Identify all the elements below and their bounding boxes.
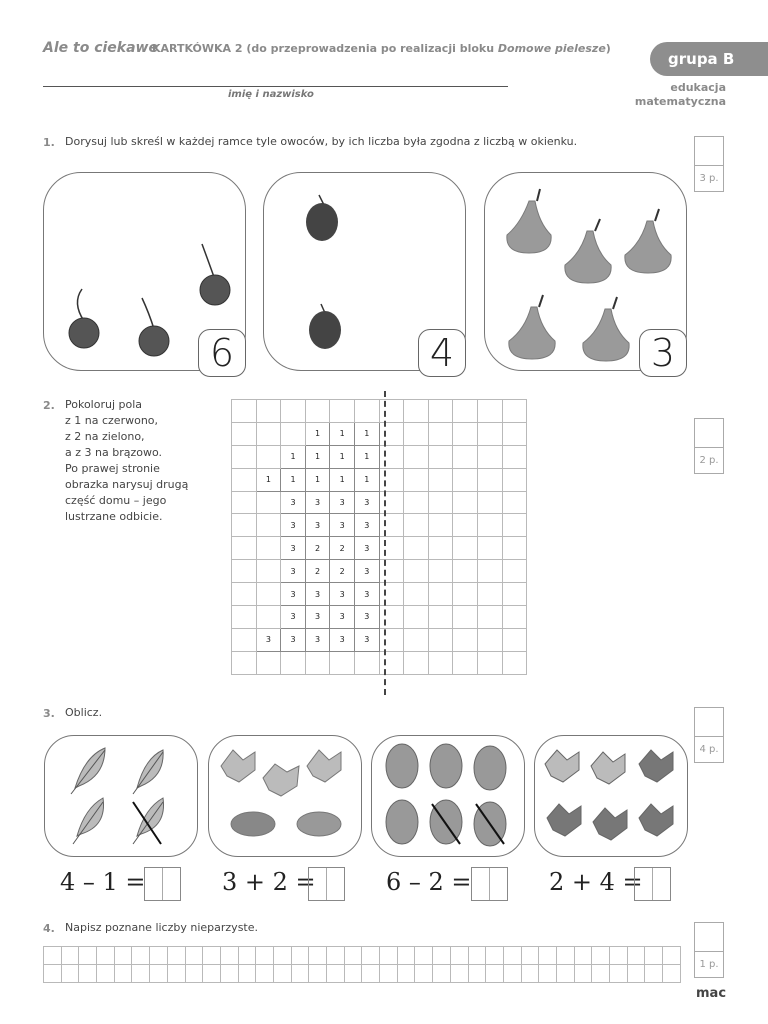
equation-3: 6 – 2 =: [386, 868, 472, 896]
strip-cell[interactable]: [450, 965, 468, 983]
subject-line-1: edukacja: [670, 81, 726, 94]
grid-cell[interactable]: [477, 514, 502, 537]
strip-cell[interactable]: [397, 947, 415, 965]
answer-strip[interactable]: [43, 946, 681, 983]
subtitle-prefix: KARTKÓWKA 2 (do przeprowadzenia po realizacji bloku: [152, 42, 498, 55]
grid-cell[interactable]: 3: [354, 537, 379, 560]
grid-row: [232, 400, 527, 423]
strip-cell[interactable]: [327, 947, 345, 965]
grid-cell[interactable]: [404, 651, 429, 674]
strip-cell[interactable]: [574, 965, 592, 983]
grid-cell[interactable]: [428, 400, 453, 423]
strip-row: [44, 947, 681, 965]
grid-cell[interactable]: [379, 606, 404, 629]
grid-cell[interactable]: [330, 651, 355, 674]
strip-cell[interactable]: [114, 965, 132, 983]
strip-cell[interactable]: [44, 965, 62, 983]
grid-cell[interactable]: [256, 445, 281, 468]
grid-cell[interactable]: [404, 628, 429, 651]
strip-cell[interactable]: [433, 965, 451, 983]
grid-cell[interactable]: [232, 468, 257, 491]
grid-cell[interactable]: 3: [305, 583, 330, 606]
grid-cell[interactable]: [354, 400, 379, 423]
grid-cell[interactable]: [453, 583, 478, 606]
strip-cell[interactable]: [486, 947, 504, 965]
grid-cell[interactable]: 3: [281, 560, 306, 583]
q1-text: Dorysuj lub skreśl w każdej ramce tyle owoców, by ich liczba była zgodna z liczbą w okienku.: [65, 135, 578, 148]
grid-cell[interactable]: 2: [330, 560, 355, 583]
strip-cell[interactable]: [79, 965, 97, 983]
q2-line: lustrzane odbicie.: [65, 510, 163, 523]
grid-row: [232, 445, 527, 468]
strip-row: [44, 965, 681, 983]
grid-cell[interactable]: 3: [305, 491, 330, 514]
grid-cell[interactable]: [502, 422, 527, 445]
grid-cell[interactable]: 3: [281, 537, 306, 560]
strip-cell[interactable]: [203, 965, 221, 983]
grid-cell[interactable]: [305, 651, 330, 674]
q2-score-box: [694, 418, 724, 474]
q2-line: Po prawej stronie: [65, 462, 160, 475]
grid-cell[interactable]: [404, 422, 429, 445]
strip-cell[interactable]: [450, 947, 468, 965]
grid-cell[interactable]: [256, 606, 281, 629]
strip-cell[interactable]: [238, 965, 256, 983]
q3-points: 4 p.: [699, 744, 719, 755]
strip-cell[interactable]: [61, 965, 79, 983]
grid-cell[interactable]: 2: [330, 537, 355, 560]
grid-cell[interactable]: [428, 560, 453, 583]
mixed-maple-leaves-icon: [535, 736, 689, 858]
strip-cell[interactable]: [627, 965, 645, 983]
grid-cell[interactable]: [453, 491, 478, 514]
grid-cell[interactable]: [232, 560, 257, 583]
strip-cell[interactable]: [539, 947, 557, 965]
grid-cell[interactable]: 2: [305, 560, 330, 583]
strip-cell[interactable]: [663, 947, 681, 965]
strip-cell[interactable]: [273, 947, 291, 965]
grid-cell[interactable]: [256, 537, 281, 560]
grid-cell[interactable]: [404, 468, 429, 491]
strip-cell[interactable]: [610, 947, 628, 965]
strip-cell[interactable]: [132, 965, 150, 983]
equation-1: 4 – 1 =: [60, 868, 146, 896]
fruit-frame-pears: [484, 172, 687, 375]
grid-cell[interactable]: 1: [305, 445, 330, 468]
grid-row: [232, 491, 527, 514]
strip-cell[interactable]: [79, 947, 97, 965]
strip-cell[interactable]: [150, 947, 168, 965]
group-badge: grupa B: [650, 42, 768, 76]
grid-cell[interactable]: 3: [281, 583, 306, 606]
grid-cell[interactable]: 3: [281, 491, 306, 514]
q1-number: 1.: [43, 136, 55, 149]
grid-cell[interactable]: [256, 491, 281, 514]
grid-cell[interactable]: [256, 583, 281, 606]
grid-cell[interactable]: [477, 606, 502, 629]
grid-cell[interactable]: [232, 491, 257, 514]
name-line[interactable]: [43, 86, 508, 87]
grid-cell[interactable]: [502, 491, 527, 514]
grid-cell[interactable]: [379, 468, 404, 491]
q1-score-box: [694, 136, 724, 192]
grid-cell[interactable]: [379, 651, 404, 674]
strip-cell[interactable]: [150, 965, 168, 983]
strip-cell[interactable]: [44, 947, 62, 965]
grid-cell[interactable]: [232, 606, 257, 629]
grid-cell[interactable]: [453, 468, 478, 491]
grid-cell[interactable]: [502, 651, 527, 674]
grid-cell[interactable]: 1: [354, 422, 379, 445]
q1-score-input[interactable]: [695, 137, 723, 166]
grid-cell[interactable]: [305, 400, 330, 423]
grid-cell[interactable]: [232, 422, 257, 445]
grid-cell[interactable]: [281, 400, 306, 423]
grid-cell[interactable]: [477, 400, 502, 423]
q4-number: 4.: [43, 922, 55, 935]
grid-cell[interactable]: 3: [305, 514, 330, 537]
answer-box-4[interactable]: [634, 867, 671, 901]
grid-row: [232, 606, 527, 629]
grid-cell[interactable]: [428, 445, 453, 468]
strip-cell[interactable]: [185, 947, 203, 965]
grid-cell[interactable]: 3: [330, 583, 355, 606]
strip-cell[interactable]: [291, 965, 309, 983]
symmetry-axis: [384, 391, 386, 695]
answer-box-1[interactable]: [144, 867, 181, 901]
grid-cell[interactable]: [404, 606, 429, 629]
strip-cell[interactable]: [291, 947, 309, 965]
answer-box-2[interactable]: [308, 867, 345, 901]
strip-cell[interactable]: [97, 947, 115, 965]
grid-cell[interactable]: 1: [256, 468, 281, 491]
subtitle-suffix: ): [605, 42, 611, 55]
strip-cell[interactable]: [167, 965, 185, 983]
strip-cell[interactable]: [592, 947, 610, 965]
grid-cell[interactable]: 1: [305, 468, 330, 491]
grid-row: [232, 422, 527, 445]
grid-cell[interactable]: 3: [281, 514, 306, 537]
grid-cell[interactable]: [453, 422, 478, 445]
q2-instructions: [65, 397, 188, 525]
strip-cell[interactable]: [627, 947, 645, 965]
grid-row: [232, 560, 527, 583]
grid-cell[interactable]: 3: [354, 560, 379, 583]
grid-row: [232, 514, 527, 537]
grid-cell[interactable]: [502, 628, 527, 651]
q2-line: z 2 na zielono,: [65, 430, 145, 443]
grid-row: [232, 583, 527, 606]
grid-cell[interactable]: [379, 491, 404, 514]
grid-cell[interactable]: 3: [330, 606, 355, 629]
grid-cell[interactable]: [256, 651, 281, 674]
grid-cell[interactable]: [404, 560, 429, 583]
strip-cell[interactable]: [645, 965, 663, 983]
strip-cell[interactable]: [362, 965, 380, 983]
q3-score-input[interactable]: [695, 708, 723, 737]
strip-cell[interactable]: [574, 947, 592, 965]
grid-cell[interactable]: [379, 445, 404, 468]
strip-cell[interactable]: [645, 947, 663, 965]
strip-cell[interactable]: [327, 965, 345, 983]
grid-cell[interactable]: [256, 400, 281, 423]
grid-cell[interactable]: [477, 537, 502, 560]
strip-cell[interactable]: [97, 965, 115, 983]
grid-cell[interactable]: 3: [281, 628, 306, 651]
grid-cell[interactable]: [502, 583, 527, 606]
grid-cell[interactable]: 3: [281, 606, 306, 629]
leaf-frame-3: [371, 735, 525, 857]
grid-cell[interactable]: [404, 400, 429, 423]
strip-cell[interactable]: [256, 965, 274, 983]
strip-cell[interactable]: [397, 965, 415, 983]
grid-cell[interactable]: [354, 651, 379, 674]
grid-cell[interactable]: [453, 651, 478, 674]
strip-cell[interactable]: [238, 947, 256, 965]
grid-cell[interactable]: [477, 583, 502, 606]
grid-cell[interactable]: [428, 583, 453, 606]
grid-cell[interactable]: 1: [281, 468, 306, 491]
grid-cell[interactable]: [477, 651, 502, 674]
q2-number: 2.: [43, 399, 55, 412]
q4-score-input[interactable]: [695, 923, 723, 952]
grid-cell[interactable]: 3: [354, 514, 379, 537]
round-leaves-icon: [372, 736, 526, 858]
strip-cell[interactable]: [433, 947, 451, 965]
grid-cell[interactable]: [428, 651, 453, 674]
strip-cell[interactable]: [203, 947, 221, 965]
answer-box-3[interactable]: [471, 867, 508, 901]
strip-cell[interactable]: [521, 965, 539, 983]
strip-cell[interactable]: [61, 947, 79, 965]
grid-cell[interactable]: [428, 537, 453, 560]
grid-cell[interactable]: 1: [281, 445, 306, 468]
grid-cell[interactable]: [232, 651, 257, 674]
grid-cell[interactable]: [453, 445, 478, 468]
grid-cell[interactable]: [379, 537, 404, 560]
grid-cell[interactable]: [453, 537, 478, 560]
strip-cell[interactable]: [380, 947, 398, 965]
strip-cell[interactable]: [344, 965, 362, 983]
grid-cell[interactable]: [256, 514, 281, 537]
maple-leaves-icon: [209, 736, 363, 858]
name-label: imię i nazwisko: [228, 89, 314, 100]
grid-cell[interactable]: [477, 468, 502, 491]
grid-cell[interactable]: 1: [330, 445, 355, 468]
grid-row: [232, 468, 527, 491]
grid-cell[interactable]: [477, 628, 502, 651]
strip-cell[interactable]: [220, 965, 238, 983]
grid-cell[interactable]: [502, 514, 527, 537]
q2-line: a z 3 na brązowo.: [65, 446, 162, 459]
strip-cell[interactable]: [539, 965, 557, 983]
equation-2: 3 + 2 =: [222, 868, 316, 896]
grid-cell[interactable]: [453, 400, 478, 423]
grid-cell[interactable]: [428, 514, 453, 537]
leaf-frame-4: [534, 735, 688, 857]
grid-cell[interactable]: [502, 560, 527, 583]
q4-score-box: [694, 922, 724, 978]
leaf-frame-2: [208, 735, 362, 857]
grid-cell[interactable]: 1: [354, 445, 379, 468]
strip-cell[interactable]: [167, 947, 185, 965]
grid-cell[interactable]: 1: [354, 468, 379, 491]
grid-cell[interactable]: [502, 468, 527, 491]
strip-cell[interactable]: [362, 947, 380, 965]
subject-label: [635, 81, 726, 109]
grid-cell[interactable]: [379, 628, 404, 651]
grid-cell[interactable]: [502, 445, 527, 468]
coloring-grid: [231, 399, 527, 675]
strip-cell[interactable]: [610, 965, 628, 983]
target-number-3: 3: [639, 329, 687, 377]
grid-cell[interactable]: [404, 445, 429, 468]
q3-score-box: [694, 707, 724, 763]
grid-cell[interactable]: 3: [354, 491, 379, 514]
grid-cell[interactable]: [330, 400, 355, 423]
leaves-icon: [45, 736, 199, 858]
grid-cell[interactable]: [428, 468, 453, 491]
grid-cell[interactable]: [477, 422, 502, 445]
grid-cell[interactable]: 3: [330, 491, 355, 514]
grid-cell[interactable]: [281, 651, 306, 674]
grid-cell[interactable]: 3: [354, 606, 379, 629]
grid-cell[interactable]: [477, 560, 502, 583]
grid-cell[interactable]: [379, 400, 404, 423]
grid-cell[interactable]: [428, 628, 453, 651]
strip-cell[interactable]: [220, 947, 238, 965]
q4-text: Napisz poznane liczby nieparzyste.: [65, 921, 258, 934]
grid-cell[interactable]: [281, 422, 306, 445]
grid-cell[interactable]: [404, 583, 429, 606]
strip-cell[interactable]: [592, 965, 610, 983]
q1-points: 3 p.: [699, 173, 719, 184]
grid-cell[interactable]: [232, 628, 257, 651]
grid-cell[interactable]: [404, 514, 429, 537]
strip-cell[interactable]: [273, 965, 291, 983]
grid-cell[interactable]: [379, 422, 404, 445]
grid-cell[interactable]: [453, 514, 478, 537]
worksheet-subtitle: [152, 42, 611, 55]
strip-cell[interactable]: [415, 965, 433, 983]
grid-cell[interactable]: [256, 422, 281, 445]
grid-cell[interactable]: 3: [354, 628, 379, 651]
strip-cell[interactable]: [114, 947, 132, 965]
grid-cell[interactable]: 3: [330, 514, 355, 537]
publisher-logo: mac: [696, 986, 727, 1001]
strip-cell[interactable]: [556, 965, 574, 983]
series-title: Ale to ciekawe: [43, 40, 158, 56]
q2-line: obrazka narysuj drugą: [65, 478, 189, 491]
strip-cell[interactable]: [380, 965, 398, 983]
grid-cell[interactable]: [502, 400, 527, 423]
grid-cell[interactable]: 3: [256, 628, 281, 651]
grid-cell[interactable]: [379, 514, 404, 537]
q3-text: Oblicz.: [65, 706, 103, 719]
leaf-frame-1: [44, 735, 198, 857]
grid-cell[interactable]: [502, 537, 527, 560]
grid-cell[interactable]: [232, 514, 257, 537]
grid-cell[interactable]: [502, 606, 527, 629]
fruit-frame-cherries: [43, 172, 246, 375]
grid-cell[interactable]: [379, 560, 404, 583]
strip-cell[interactable]: [556, 947, 574, 965]
equation-4: 2 + 4 =: [549, 868, 643, 896]
grid-cell[interactable]: [428, 422, 453, 445]
strip-cell[interactable]: [468, 965, 486, 983]
grid-row: [232, 537, 527, 560]
strip-cell[interactable]: [309, 965, 327, 983]
q2-line: Pokoloruj pola: [65, 398, 143, 411]
grid-cell[interactable]: [453, 560, 478, 583]
strip-cell[interactable]: [486, 965, 504, 983]
grid-cell[interactable]: [404, 491, 429, 514]
fruit-frame-plums: [263, 172, 466, 375]
subtitle-block: Domowe pielesze: [497, 42, 606, 55]
subject-line-2: matematyczna: [634, 95, 726, 108]
grid-cell[interactable]: [428, 606, 453, 629]
grid-cell[interactable]: 2: [305, 537, 330, 560]
grid-cell[interactable]: 3: [354, 583, 379, 606]
strip-cell[interactable]: [663, 965, 681, 983]
grid-cell[interactable]: [379, 583, 404, 606]
grid-cell[interactable]: 3: [305, 606, 330, 629]
strip-cell[interactable]: [132, 947, 150, 965]
grid-cell[interactable]: 1: [330, 422, 355, 445]
grid-row: [232, 628, 527, 651]
grid-cell[interactable]: [232, 583, 257, 606]
grid-cell[interactable]: 3: [330, 628, 355, 651]
grid-cell[interactable]: [404, 537, 429, 560]
q4-points: 1 p.: [699, 959, 719, 970]
grid-cell[interactable]: 3: [305, 628, 330, 651]
grid-cell[interactable]: [232, 537, 257, 560]
strip-cell[interactable]: [309, 947, 327, 965]
strip-cell[interactable]: [185, 965, 203, 983]
strip-cell[interactable]: [503, 965, 521, 983]
grid-cell[interactable]: [232, 400, 257, 423]
q3-number: 3.: [43, 707, 55, 720]
grid-cell[interactable]: [477, 445, 502, 468]
target-number-2: 4: [418, 329, 466, 377]
strip-cell[interactable]: [256, 947, 274, 965]
grid-cell[interactable]: [256, 560, 281, 583]
strip-cell[interactable]: [344, 947, 362, 965]
strip-cell[interactable]: [468, 947, 486, 965]
grid-cell[interactable]: [428, 491, 453, 514]
grid-cell[interactable]: [453, 606, 478, 629]
strip-cell[interactable]: [415, 947, 433, 965]
q2-score-input[interactable]: [695, 419, 723, 448]
q2-line: część domu – jego: [65, 494, 167, 507]
q2-points: 2 p.: [699, 455, 719, 466]
grid-cell[interactable]: 1: [330, 468, 355, 491]
grid-cell[interactable]: [232, 445, 257, 468]
grid-cell[interactable]: [453, 628, 478, 651]
grid-row: [232, 651, 527, 674]
grid-cell[interactable]: [477, 491, 502, 514]
target-number-1: 6: [198, 329, 246, 377]
grid-cell[interactable]: 1: [305, 422, 330, 445]
strip-cell[interactable]: [503, 947, 521, 965]
strip-cell[interactable]: [521, 947, 539, 965]
q2-line: z 1 na czerwono,: [65, 414, 159, 427]
